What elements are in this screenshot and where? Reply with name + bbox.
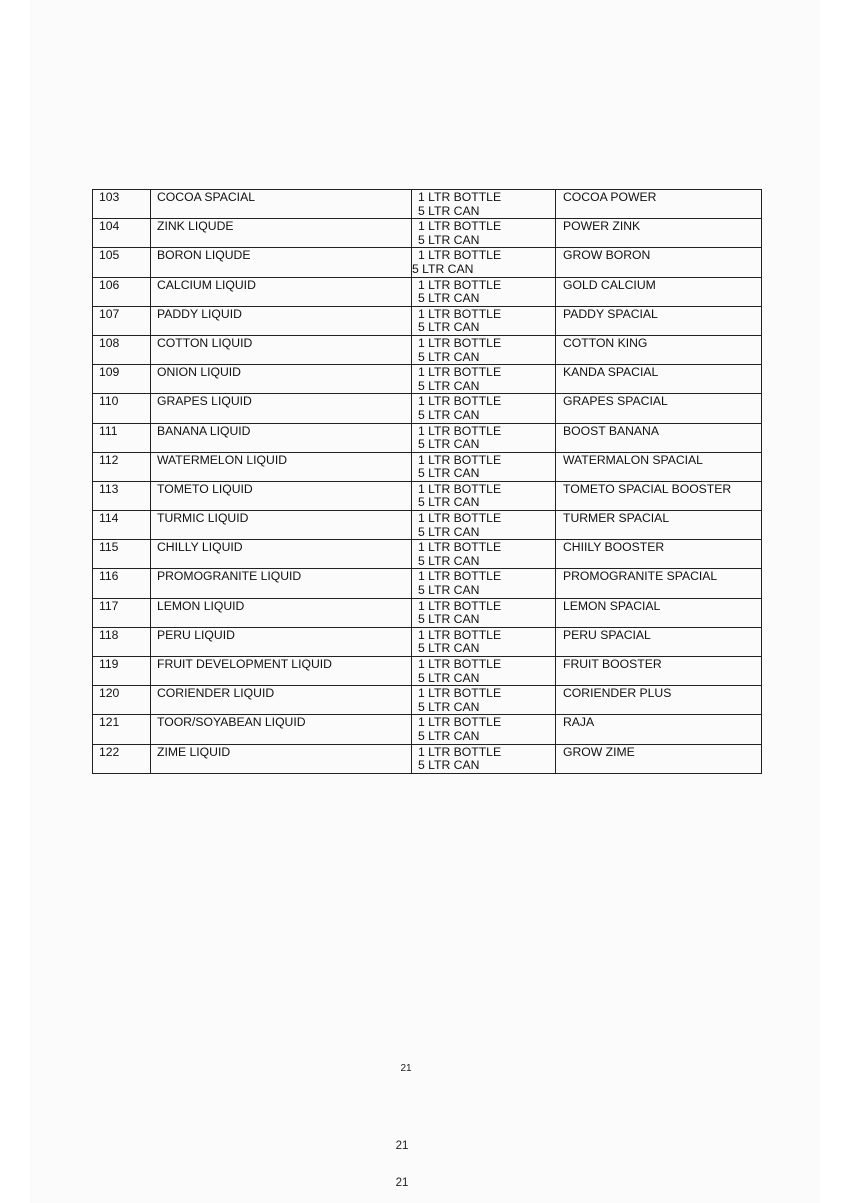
page-number: 21 [395, 1140, 409, 1152]
brand-name-cell [556, 306, 762, 335]
packing-bottle: 1 LTR BOTTLE [418, 452, 502, 467]
packing-bottle: 1 LTR BOTTLE [418, 248, 502, 263]
serial-number-cell [93, 423, 151, 452]
serial-number: 107 [99, 306, 120, 321]
product-name-cell [151, 540, 412, 569]
brand-name-cell [556, 715, 762, 744]
packing-can: 5 LTR CAN [418, 320, 480, 335]
page-number: 21 [400, 1063, 412, 1074]
packing-cell [412, 306, 556, 335]
product-name-cell [151, 569, 412, 598]
packing-bottle: 1 LTR BOTTLE [418, 540, 502, 555]
serial-number: 105 [99, 248, 120, 263]
product-name: BANANA LIQUID [157, 423, 251, 438]
packing-bottle: 1 LTR BOTTLE [418, 686, 502, 701]
product-name-cell [151, 365, 412, 394]
packing-bottle: 1 LTR BOTTLE [418, 335, 502, 350]
serial-number-cell [93, 511, 151, 540]
table-row [93, 686, 762, 715]
product-name: LEMON LIQUID [157, 598, 245, 613]
table-row [93, 365, 762, 394]
product-name-cell [151, 190, 412, 219]
packing-can: 5 LTR CAN [418, 203, 480, 218]
packing-can: 5 LTR CAN [418, 349, 480, 364]
product-name: PROMOGRANITE LIQUID [157, 569, 302, 584]
packing-can: 5 LTR CAN [418, 407, 480, 422]
packing-cell [412, 423, 556, 452]
brand-name: BOOST BANANA [563, 423, 659, 438]
packing-cell [412, 365, 556, 394]
serial-number: 109 [99, 365, 120, 380]
packing-cell [412, 335, 556, 364]
product-name-cell [151, 598, 412, 627]
packing-can: 5 LTR CAN [418, 758, 480, 773]
table-row [93, 715, 762, 744]
packing-cell [412, 657, 556, 686]
packing-bottle: 1 LTR BOTTLE [418, 511, 502, 526]
serial-number: 119 [99, 657, 119, 671]
table-row [93, 569, 762, 598]
product-name: WATERMELON LIQUID [157, 452, 288, 467]
product-name: BORON LIQUDE [157, 248, 251, 263]
product-name-cell [151, 394, 412, 423]
table-row [93, 481, 762, 510]
serial-number: 108 [99, 335, 120, 350]
product-name-cell [151, 627, 412, 656]
serial-number: 116 [99, 569, 119, 584]
serial-number: 106 [99, 277, 120, 292]
table-row [93, 598, 762, 627]
packing-can: 5 LTR CAN [418, 437, 480, 452]
table-row [93, 511, 762, 540]
product-name: ONION LIQUID [157, 365, 241, 380]
product-name: PERU LIQUID [157, 627, 235, 642]
table-row [93, 657, 762, 686]
brand-name-cell [556, 248, 762, 277]
table-row [93, 394, 762, 423]
packing-bottle: 1 LTR BOTTLE [418, 598, 502, 613]
product-name: TURMIC LIQUID [157, 511, 249, 526]
product-name-cell [151, 686, 412, 715]
brand-name: RAJA [563, 715, 595, 730]
packing-bottle: 1 LTR BOTTLE [418, 394, 502, 409]
brand-name: COCOA POWER [563, 190, 657, 204]
serial-number: 115 [99, 540, 119, 555]
packing-bottle: 1 LTR BOTTLE [418, 306, 502, 321]
brand-name-cell [556, 335, 762, 364]
product-name-cell [151, 306, 412, 335]
product-name-cell [151, 219, 412, 248]
table-row [93, 540, 762, 569]
table-row [93, 277, 762, 306]
product-name: TOMETO LIQUID [157, 481, 253, 496]
serial-number: 103 [99, 190, 120, 204]
packing-cell [412, 219, 556, 248]
page-number: 21 [395, 1177, 409, 1189]
packing-cell [412, 394, 556, 423]
product-name: GRAPES LIQUID [157, 394, 252, 409]
brand-name-cell [556, 452, 762, 481]
serial-number-cell [93, 540, 151, 569]
brand-name: WATERMALON SPACIAL [563, 452, 703, 467]
packing-can: 5 LTR CAN [418, 291, 480, 306]
serial-number: 121 [99, 715, 120, 730]
product-name: PADDY LIQUID [157, 306, 242, 321]
packing-cell [412, 744, 556, 773]
packing-bottle: 1 LTR BOTTLE [418, 190, 502, 204]
brand-name-cell [556, 627, 762, 656]
product-name-cell [151, 277, 412, 306]
serial-number: 114 [99, 511, 119, 526]
brand-name: LEMON SPACIAL [563, 598, 661, 613]
product-name: CHILLY LIQUID [157, 540, 243, 555]
serial-number: 112 [99, 452, 119, 467]
packing-can: 5 LTR CAN [418, 524, 480, 539]
packing-can: 5 LTR CAN [418, 466, 480, 481]
product-name: COTTON LIQUID [157, 335, 253, 350]
brand-name: CORIENDER PLUS [563, 686, 672, 701]
table-row [93, 452, 762, 481]
brand-name-cell [556, 657, 762, 686]
packing-can: 5 LTR CAN [418, 612, 480, 627]
product-name-cell [151, 657, 412, 686]
packing-cell [412, 511, 556, 540]
product-name-cell [151, 481, 412, 510]
product-name: FRUIT DEVELOPMENT LIQUID [157, 657, 332, 671]
packing-cell [412, 540, 556, 569]
packing-cell [412, 481, 556, 510]
product-name-cell [151, 511, 412, 540]
brand-name-cell [556, 569, 762, 598]
serial-number-cell [93, 394, 151, 423]
packing-can: 5 LTR CAN [418, 641, 480, 656]
serial-number: 110 [99, 394, 119, 409]
table-row [93, 190, 762, 219]
packing-can: 5 LTR CAN [418, 232, 480, 247]
packing-bottle: 1 LTR BOTTLE [418, 715, 502, 730]
product-name: ZINK LIQUDE [157, 219, 234, 234]
brand-name: CHIILY BOOSTER [563, 540, 665, 555]
packing-bottle: 1 LTR BOTTLE [418, 365, 502, 380]
table-row [93, 423, 762, 452]
packing-bottle: 1 LTR BOTTLE [418, 744, 502, 759]
packing-can: 5 LTR CAN [418, 699, 480, 714]
serial-number: 122 [99, 744, 120, 759]
product-name-cell [151, 715, 412, 744]
brand-name: GROW ZIME [563, 744, 635, 759]
serial-number-cell [93, 219, 151, 248]
packing-can: 5 LTR CAN [418, 495, 480, 510]
serial-number: 104 [99, 219, 120, 234]
packing-bottle: 1 LTR BOTTLE [418, 219, 502, 234]
brand-name-cell [556, 423, 762, 452]
packing-cell [412, 627, 556, 656]
serial-number-cell [93, 452, 151, 481]
serial-number-cell [93, 335, 151, 364]
serial-number-cell [93, 190, 151, 219]
serial-number-cell [93, 627, 151, 656]
packing-bottle: 1 LTR BOTTLE [418, 657, 502, 671]
packing-bottle: 1 LTR BOTTLE [418, 481, 502, 496]
packing-cell [412, 190, 556, 219]
packing-cell [412, 686, 556, 715]
brand-name: COTTON KING [563, 335, 648, 350]
table-row [93, 219, 762, 248]
product-name-cell [151, 744, 412, 773]
table-row [93, 248, 762, 277]
serial-number-cell [93, 365, 151, 394]
product-name: ZIME LIQUID [157, 744, 231, 759]
product-name: CORIENDER LIQUID [157, 686, 275, 701]
brand-name-cell [556, 365, 762, 394]
packing-cell [412, 715, 556, 744]
table-row [93, 744, 762, 773]
brand-name: POWER ZINK [563, 219, 641, 234]
brand-name: PERU SPACIAL [563, 627, 651, 642]
brand-name: FRUIT BOOSTER [563, 657, 662, 671]
packing-can: 5 LTR CAN [418, 378, 480, 393]
product-name-cell [151, 248, 412, 277]
product-name-cell [151, 452, 412, 481]
serial-number-cell [93, 248, 151, 277]
brand-name-cell [556, 219, 762, 248]
brand-name-cell [556, 481, 762, 510]
serial-number-cell [93, 598, 151, 627]
brand-name-cell [556, 394, 762, 423]
brand-name-cell [556, 511, 762, 540]
brand-name-cell [556, 744, 762, 773]
packing-can: 5 LTR CAN [418, 670, 480, 685]
serial-number-cell [93, 744, 151, 773]
table-row [93, 335, 762, 364]
brand-name: PADDY SPACIAL [563, 306, 658, 321]
packing-bottle: 1 LTR BOTTLE [418, 569, 502, 584]
product-name-cell [151, 423, 412, 452]
product-table [92, 189, 762, 774]
packing-bottle: 1 LTR BOTTLE [418, 627, 502, 642]
packing-can: 5 LTR CAN [418, 728, 480, 743]
serial-number: 118 [99, 627, 119, 642]
brand-name: PROMOGRANITE SPACIAL [563, 569, 718, 584]
serial-number-cell [93, 715, 151, 744]
serial-number-cell [93, 481, 151, 510]
brand-name: GROW BORON [563, 248, 651, 263]
brand-name: GRAPES SPACIAL [563, 394, 668, 409]
serial-number: 113 [99, 481, 119, 496]
brand-name-cell [556, 540, 762, 569]
packing-cell [412, 248, 556, 277]
serial-number-cell [93, 277, 151, 306]
product-name-cell [151, 335, 412, 364]
table-row [93, 627, 762, 656]
product-table-body [93, 190, 762, 774]
packing-can: 5 LTR CAN [418, 553, 480, 568]
brand-name: TOMETO SPACIAL BOOSTER [563, 481, 732, 496]
packing-can: 5 LTR CAN [412, 261, 474, 276]
brand-name: GOLD CALCIUM [563, 277, 656, 292]
brand-name-cell [556, 277, 762, 306]
product-name: TOOR/SOYABEAN LIQUID [157, 715, 306, 730]
product-name: COCOA SPACIAL [157, 190, 255, 204]
brand-name-cell [556, 686, 762, 715]
packing-cell [412, 569, 556, 598]
serial-number: 120 [99, 686, 120, 701]
packing-bottle: 1 LTR BOTTLE [418, 277, 502, 292]
serial-number-cell [93, 306, 151, 335]
serial-number-cell [93, 569, 151, 598]
brand-name-cell [556, 190, 762, 219]
brand-name: TURMER SPACIAL [563, 511, 670, 526]
brand-name-cell [556, 598, 762, 627]
serial-number: 117 [99, 598, 119, 613]
packing-cell [412, 598, 556, 627]
serial-number: 111 [99, 423, 118, 438]
packing-cell [412, 452, 556, 481]
serial-number-cell [93, 657, 151, 686]
packing-cell [412, 277, 556, 306]
packing-can: 5 LTR CAN [418, 583, 480, 598]
serial-number-cell [93, 686, 151, 715]
product-name: CALCIUM LIQUID [157, 277, 256, 292]
packing-bottle: 1 LTR BOTTLE [418, 423, 502, 438]
brand-name: KANDA SPACIAL [563, 365, 659, 380]
table-row [93, 306, 762, 335]
